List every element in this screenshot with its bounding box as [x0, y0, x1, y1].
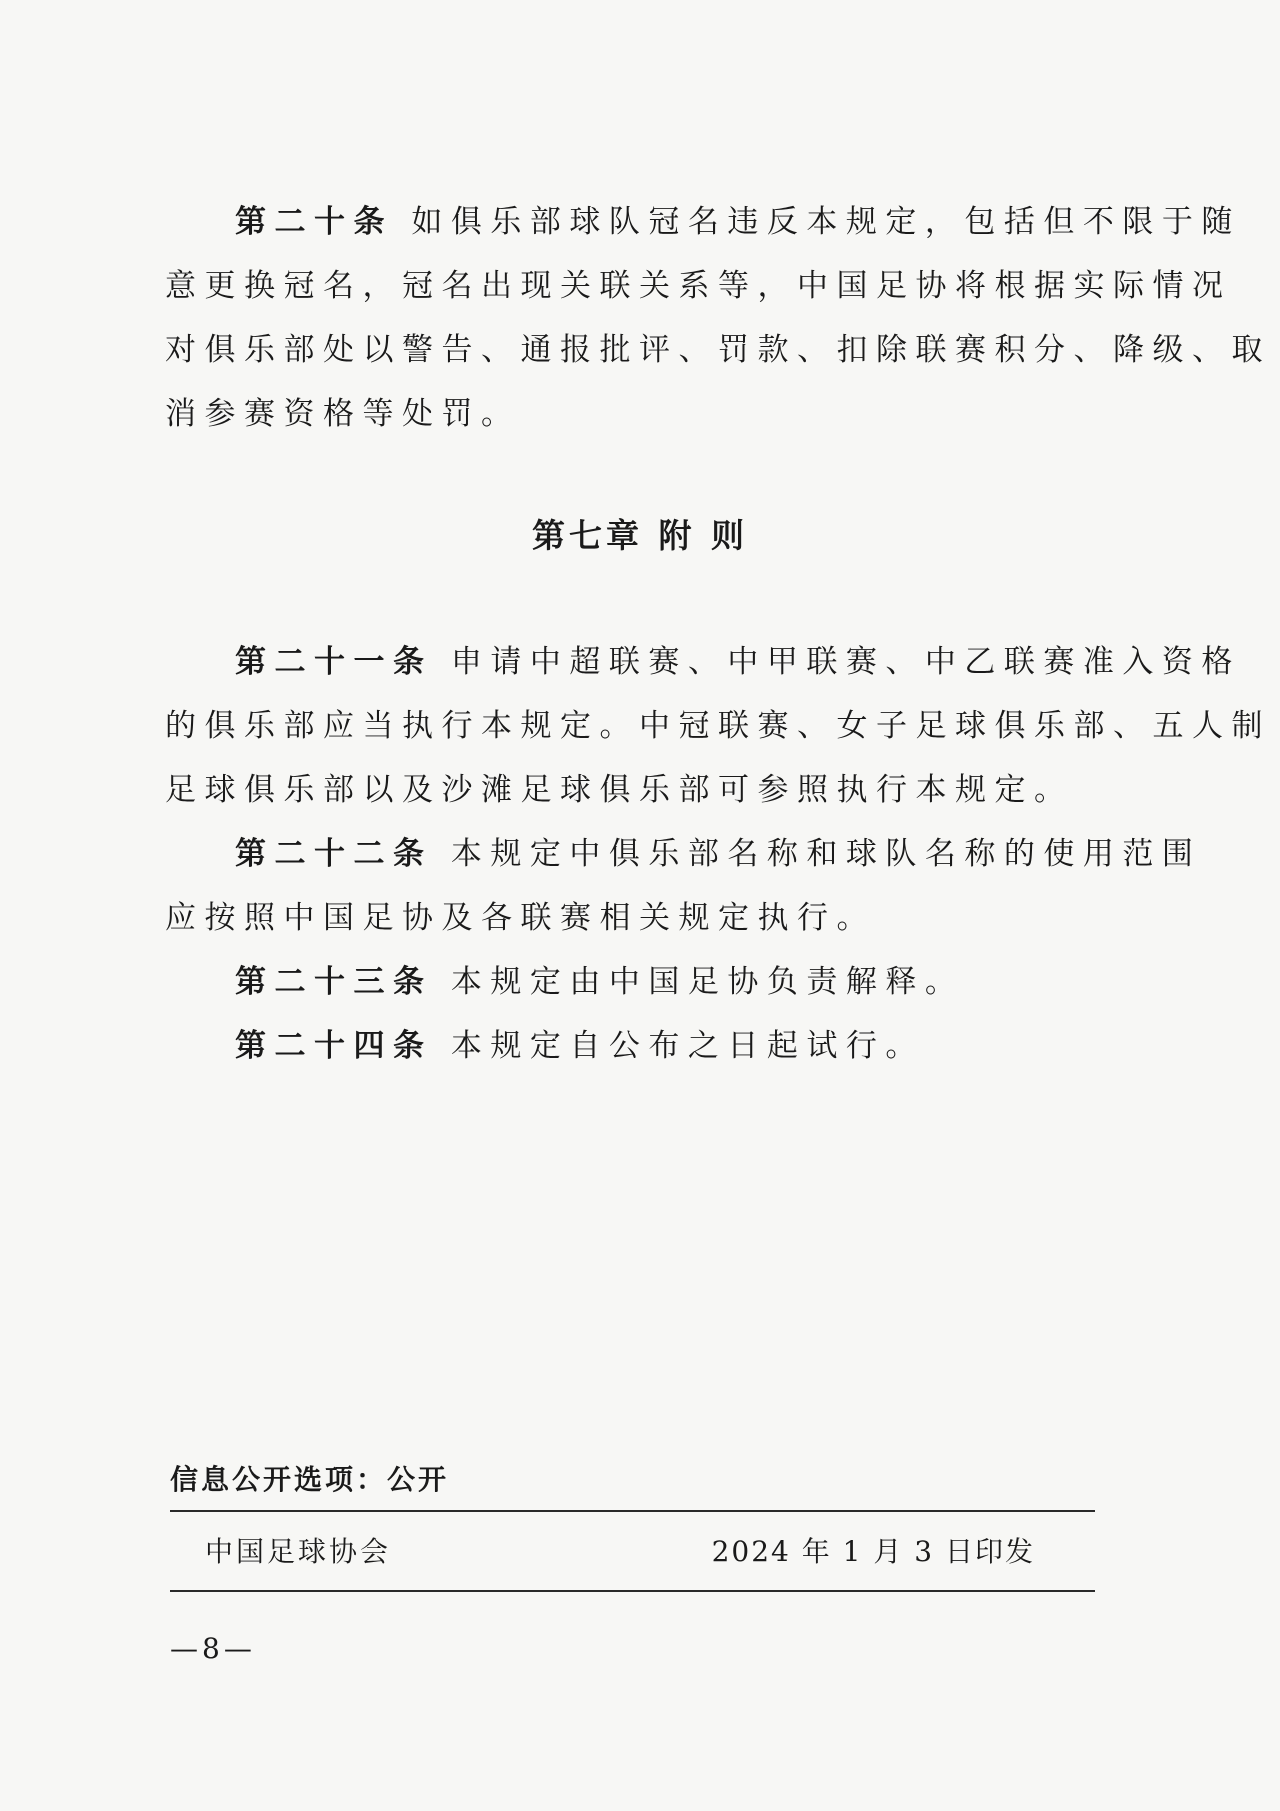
article-22-line-1: 第二十二条 本规定中俱乐部名称和球队名称的使用范围	[235, 836, 1202, 872]
article-20-line-4: 消参赛资格等处罚。	[165, 396, 521, 432]
article-21-label: 第二十一条	[235, 644, 433, 680]
article-21-line-1: 第二十一条 申请中超联赛、中甲联赛、中乙联赛准入资格	[235, 644, 1241, 680]
article-20-label: 第二十条	[235, 204, 393, 240]
article-22-label: 第二十二条	[235, 836, 433, 872]
footer-rule-top	[170, 1510, 1095, 1512]
article-20-line-2: 意更换冠名，冠名出现关联关系等，中国足协将根据实际情况	[165, 268, 1232, 304]
article-24-label: 第二十四条	[235, 1028, 433, 1064]
article-20-line-3: 对俱乐部处以警告、通报批评、罚款、扣除联赛积分、降级、取	[165, 332, 1271, 368]
issuer-name: 中国足球协会	[205, 1535, 392, 1568]
article-21-line-3: 足球俱乐部以及沙滩足球俱乐部可参照执行本规定。	[165, 772, 1074, 808]
article-21-line-2: 的俱乐部应当执行本规定。中冠联赛、女子足球俱乐部、五人制	[165, 708, 1271, 744]
footer-rule-bottom	[170, 1590, 1095, 1592]
issue-date: 2024 年 1 月 3 日印发	[711, 1535, 1035, 1568]
article-24-text: 本规定自公布之日起试行。	[450, 1028, 925, 1064]
disclosure-option: 信息公开选项：公开	[170, 1463, 450, 1496]
article-22-line-2: 应按照中国足协及各联赛相关规定执行。	[165, 900, 876, 936]
article-20-line-1: 第二十条 如俱乐部球队冠名违反本规定，包括但不限于随	[235, 204, 1241, 240]
page-number: —8—	[170, 1632, 256, 1665]
chapter-title: 第七章 附 则	[532, 516, 748, 555]
article-23-text: 本规定由中国足协负责解释。	[450, 964, 965, 1000]
article-23-label: 第二十三条	[235, 964, 433, 1000]
